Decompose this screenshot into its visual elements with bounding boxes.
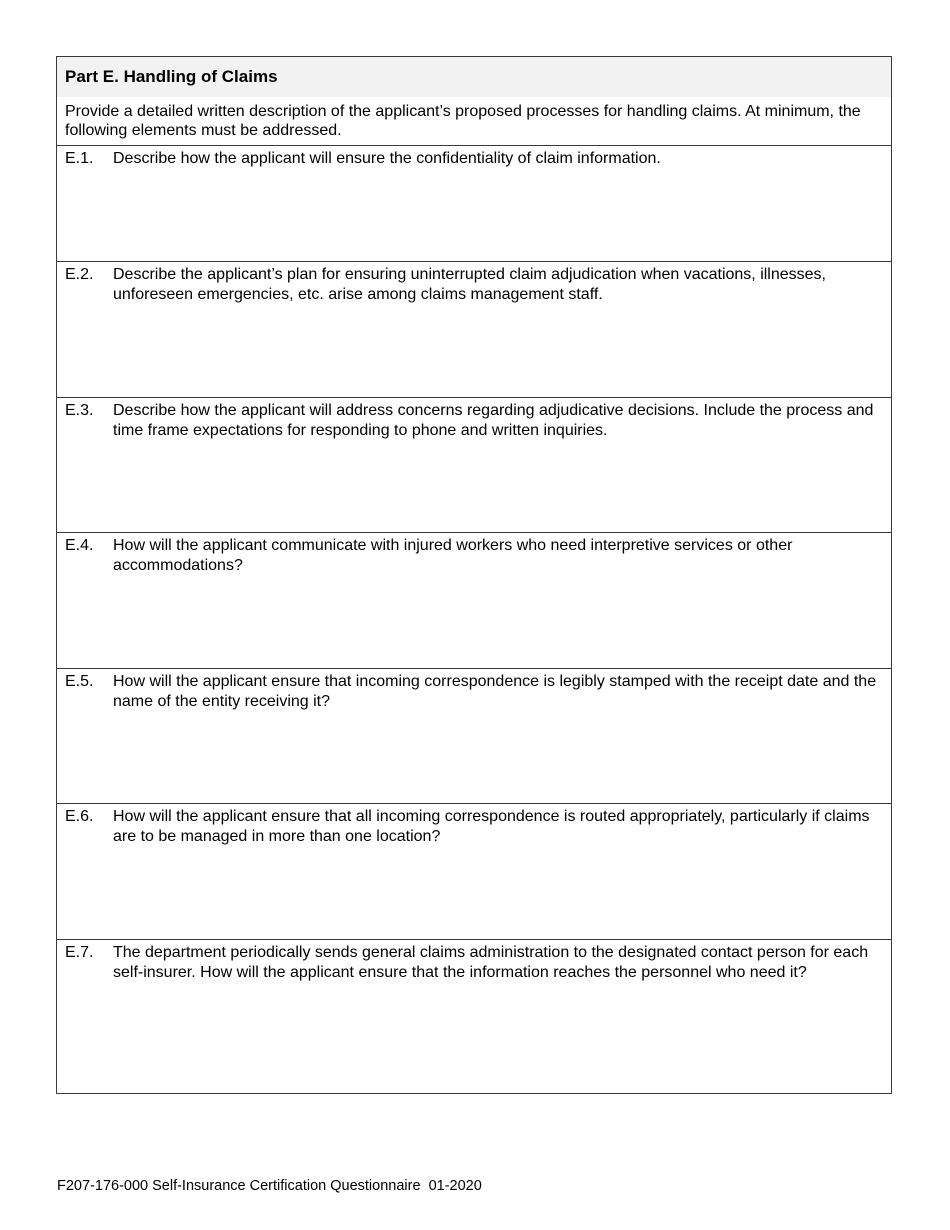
question-number: E.5. <box>65 673 94 690</box>
question-text: How will the applicant ensure that all incoming correspondence is routed appropriately, particularly if claims are to be managed in more than one location? <box>113 808 870 845</box>
question-e7[interactable] <box>57 940 891 1093</box>
question-e4[interactable] <box>57 533 891 669</box>
question-text: How will the applicant communicate with injured workers who need interpretive services or other accommodations? <box>113 537 793 574</box>
question-number: E.1. <box>65 150 94 167</box>
question-text: Describe how the applicant will ensure the confidentiality of claim information. <box>113 150 661 167</box>
question-e2[interactable] <box>57 262 891 398</box>
section-intro: Provide a detailed written description of the applicant’s proposed processes for handling claims. At minimum, the following elements must be addressed. <box>57 97 891 146</box>
question-e6[interactable] <box>57 804 891 940</box>
question-number: E.4. <box>65 537 94 554</box>
question-number: E.3. <box>65 402 94 419</box>
form-footer: F207-176-000 Self-Insurance Certification Questionnaire 01-2020 <box>57 1178 482 1194</box>
question-e3[interactable] <box>57 398 891 533</box>
question-text: The department periodically sends general claims administration to the designated contact person for each self-insurer. How will the applicant ensure that the information reaches the personnel who need it? <box>113 944 869 981</box>
question-e5[interactable] <box>57 669 891 804</box>
question-text: Describe the applicant’s plan for ensuring uninterrupted claim adjudication when vacations, illnesses, unforeseen emergencies, etc. arise among claims management staff. <box>113 266 826 303</box>
question-number: E.7. <box>65 944 94 961</box>
question-text: Describe how the applicant will address concerns regarding adjudicative decisions. Include the process and time frame expectations for responding to phone and written inquiries. <box>113 402 874 439</box>
claims-form-section <box>56 56 892 1094</box>
question-number: E.6. <box>65 808 94 825</box>
question-text: How will the applicant ensure that incoming correspondence is legibly stamped with the receipt date and the name of the entity receiving it? <box>113 673 877 710</box>
question-number: E.2. <box>65 266 94 283</box>
section-title: Part E. Handling of Claims <box>57 57 891 97</box>
question-e1[interactable] <box>57 146 891 262</box>
